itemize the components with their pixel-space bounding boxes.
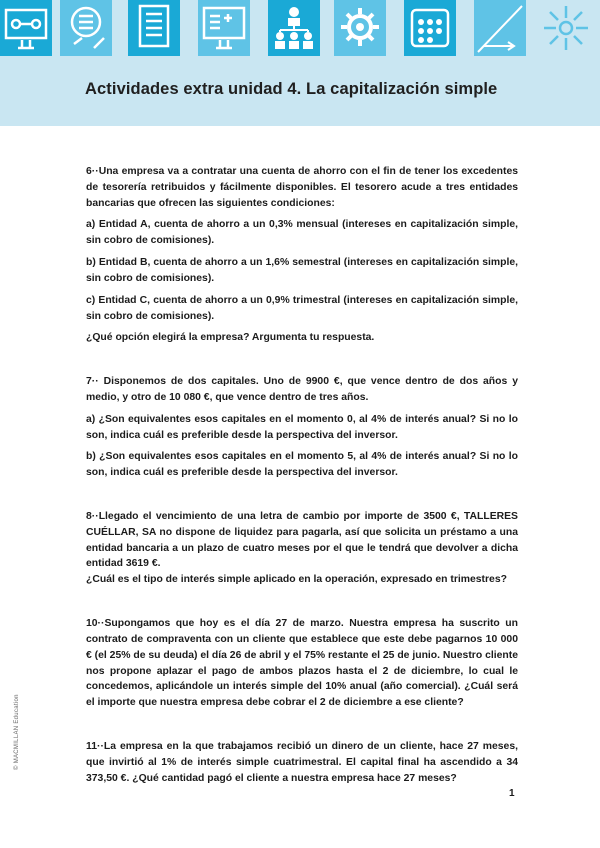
questions-list: [86, 164, 518, 792]
question-10-statement: 10··Supongamos que hoy es el día 27 de marzo. Nuestra empresa ha suscrito un contrato de compraventa con un cliente que establece que este debe pagarnos 10 000 € (el 25% de su deuda) el día 26 de abril y el 75% restante el 25 de junio. Nuestro cliente nos propone aplazar el pago de ambos plazos hasta el 2 de diciembre, lo cual le concedemos, aplicándole un interés simple del 10% anual (año comercial). ¿Cuál será el importe que nuestra empresa debe cobrar el 2 de diciembre a ese cliente?: [86, 618, 518, 709]
question-11-statement: 11··La empresa en la que trabajamos recibió un dinero de un cliente, hace 27 meses, que invirtió al 1% de interés simple cuatrimestral. El capital final ha ascendido a 34 373,50 €. ¿Qué cantidad pagó el cliente a nuestra empresa hace 27 meses?: [86, 740, 518, 784]
question-7-part-a: a) ¿Son equivalentes esos capitales en el momento 0, al 4% de interés anual? Si no lo son, indica cuál es preferible desde la perspectiva del inversor.: [86, 413, 518, 441]
question-7-part-b: b) ¿Son equivalentes esos capitales en el momento 5, al 4% de interés anual? Si no lo son, indica cuál es preferible desde la perspectiva del inversor.: [86, 451, 518, 479]
question-6-option-b: b) Entidad B, cuenta de ahorro a un 1,6% semestral (intereses en capitalización simple, sin cobro de comisiones).: [86, 257, 518, 284]
question-6-option-c: c) Entidad C, cuenta de ahorro a un 0,9% trimestral (intereses en capitalización simple, sin cobro de comisiones).: [86, 294, 518, 322]
calculator-screen-icon: [198, 0, 250, 56]
copyright-note: © MACMILLAN Education: [14, 694, 20, 770]
question-7-statement: 7·· Disponemos de dos capitales. Uno de 9900 €, que vence dentro de dos años y medio, y otro de 10 080 €, que vence dentro de tres años.: [86, 376, 518, 403]
question-11: [86, 739, 518, 786]
icon-strip: [0, 0, 600, 56]
calendar-icon: [404, 0, 456, 56]
flowchart-icon: [0, 0, 52, 56]
question-10: [86, 616, 518, 711]
question-6: [86, 164, 518, 346]
header-band: [0, 0, 600, 126]
question-8-prompt: ¿Cuál es el tipo de interés simple aplicado en la operación, expresado en trimestres?: [86, 574, 507, 586]
gear-icon: [334, 0, 386, 56]
question-6-option-a: a) Entidad A, cuenta de ahorro a un 0,3% mensual (intereses en capitalización simple, sin cobro de comisiones).: [86, 219, 518, 247]
question-6-prompt: ¿Qué opción elegirá la empresa? Argumenta tu respuesta.: [86, 332, 375, 344]
page-number: 1: [509, 788, 515, 799]
question-7: [86, 374, 518, 481]
money-stack-icon: [60, 0, 112, 56]
network-arrows-icon: [540, 0, 592, 56]
document-list-icon: [128, 0, 180, 56]
page-title: Actividades extra unidad 4. La capitalización simple: [85, 80, 498, 98]
question-6-statement: 6··Una empresa va a contratar una cuenta de ahorro con el fin de tener los excedentes de tesorería retribuidos y fácilmente disponibles. El tesorero acude a tres entidades bancarias que ofrecen las siguientes condiciones:: [86, 166, 518, 209]
question-8-statement: 8··Llegado el vencimiento de una letra de cambio por importe de 3500 €, TALLERES CUÉLLAR, SA no dispone de liquidez para pagarla, así que solicita un préstamo a una entidad bancaria a un plazo de cuatro meses por el que le tendrá que devolver a dicha entidad 3619 €.: [86, 511, 518, 570]
question-8: [86, 509, 518, 588]
org-chart-icon: [268, 0, 320, 56]
exchange-chart-icon: [474, 0, 526, 56]
